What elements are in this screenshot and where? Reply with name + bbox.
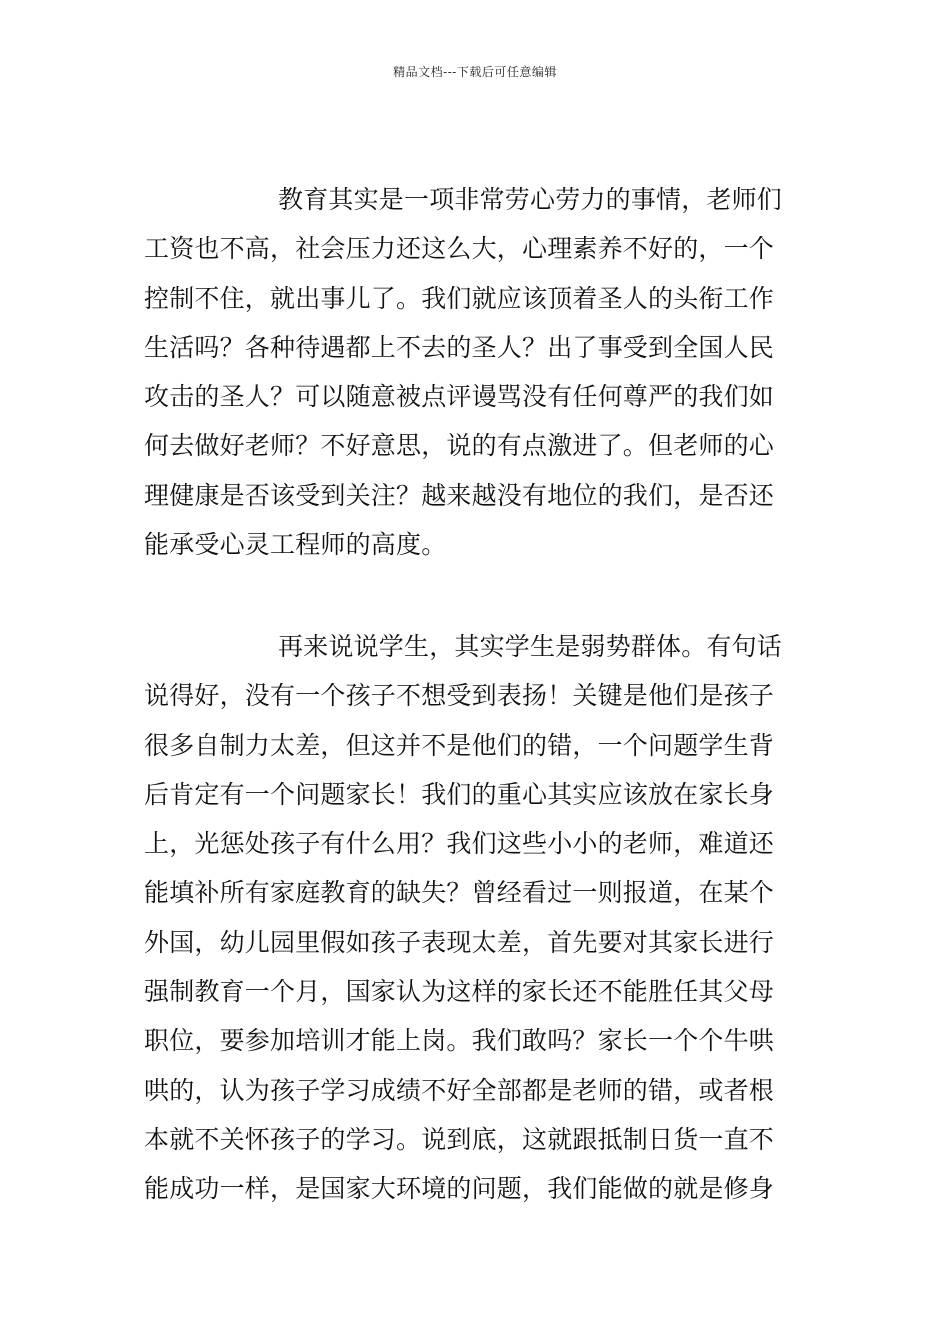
text-line: 攻击的圣人？可以随意被点评谩骂没有任何尊严的我们如 — [144, 382, 775, 412]
text-line: 生活吗？各种待遇都上不去的圣人？出了事受到全国人民 — [144, 332, 775, 362]
text-line: 控制不住，就出事儿了。我们就应该顶着圣人的头衔工作 — [144, 283, 775, 313]
text-line: 能承受心灵工程师的高度。 — [144, 530, 447, 560]
text-line: 上，光惩处孩子有什么用？我们这些小小的老师，难道还 — [144, 829, 775, 859]
text-line: 外国，幼儿园里假如孩子表现太差，首先要对其家长进行 — [144, 927, 775, 957]
text-line: 本就不关怀孩子的学习。说到底，这就跟抵制日货一直不 — [144, 1124, 775, 1154]
page-header: 精品文档---下载后可任意编辑 — [393, 65, 557, 79]
text-line: 能成功一样，是国家大环境的问题，我们能做的就是修身 — [144, 1174, 775, 1204]
text-line: 说得好，没有一个孩子不想受到表扬！关键是他们是孩子 — [144, 681, 775, 711]
text-line: 工资也不高，社会压力还这么大，心理素养不好的，一个 — [144, 234, 775, 264]
text-line: 哄的，认为孩子学习成绩不好全部都是老师的错，或者根 — [144, 1075, 775, 1105]
text-line: 后肯定有一个问题家长！我们的重心其实应该放在家长身 — [144, 779, 775, 809]
text-line: 能填补所有家庭教育的缺失？曾经看过一则报道，在某个 — [144, 878, 775, 908]
text-line: 再来说说学生，其实学生是弱势群体。有句话 — [278, 632, 783, 661]
paragraph-students — [144, 622, 808, 1214]
paragraph-teachers — [144, 175, 808, 569]
text-line: 强制教育一个月，国家认为这样的家长还不能胜任其父母 — [144, 977, 775, 1007]
text-line: 职位，要参加培训才能上岗。我们敢吗？家长一个个牛哄 — [144, 1026, 775, 1056]
text-line: 理健康是否该受到关注？越来越没有地位的我们，是否还 — [144, 480, 775, 510]
text-line: 教育其实是一项非常劳心劳力的事情，老师们 — [278, 185, 783, 214]
text-line: 何去做好老师？不好意思，说的有点激进了。但老师的心 — [144, 431, 775, 461]
text-line: 很多自制力太差，但这并不是他们的错，一个问题学生背 — [144, 730, 775, 760]
